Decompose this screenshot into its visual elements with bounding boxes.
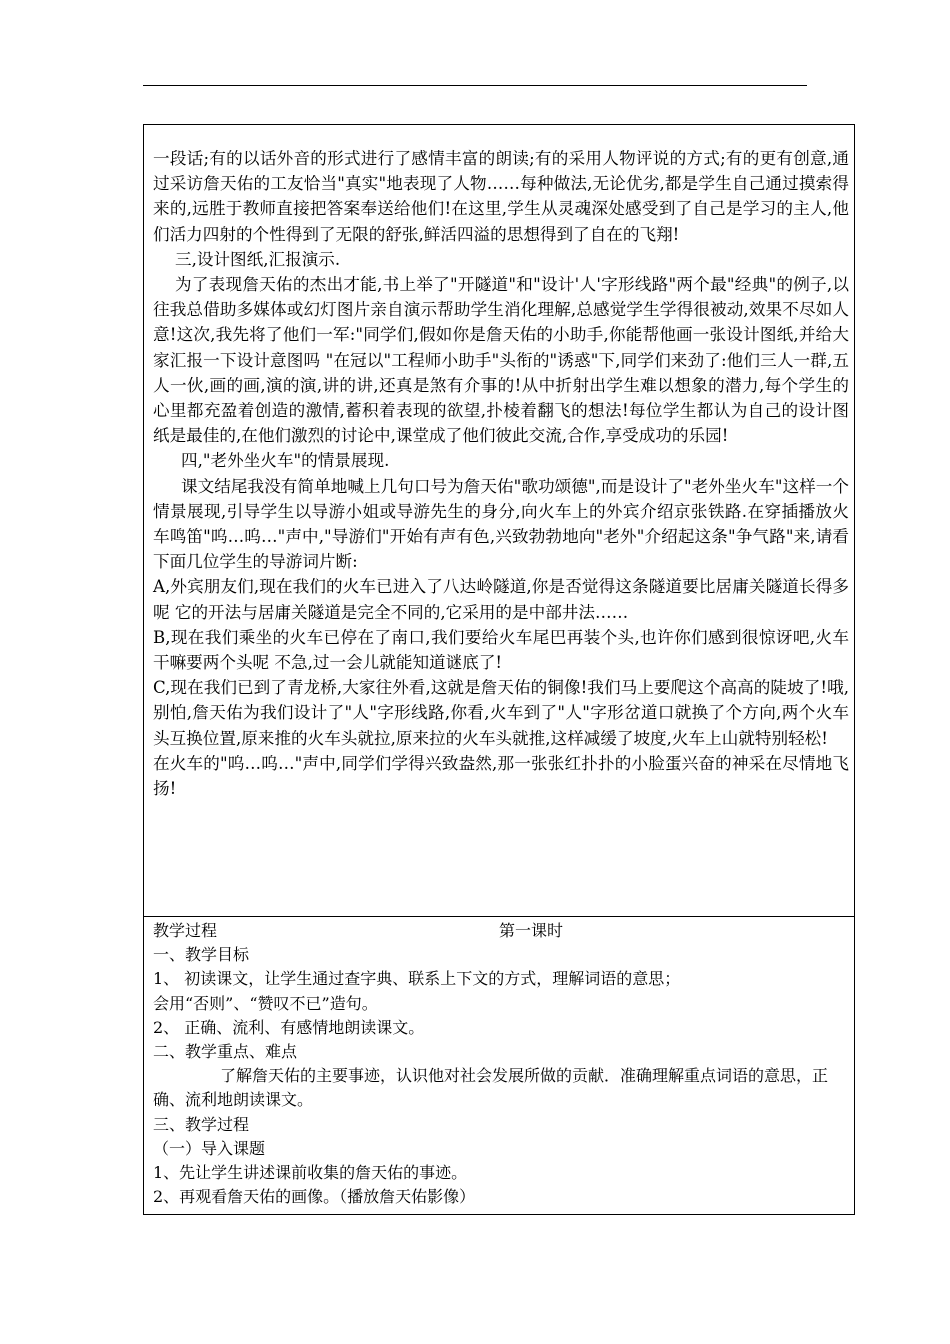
goal-item-continued: 会用“否则”、“赞叹不已”造句。 <box>153 993 378 1013</box>
section-heading: 二、教学重点、难点 <box>153 1042 298 1061</box>
section-heading: 三、教学过程 <box>153 1114 250 1134</box>
guide-script-b: B,现在我们乘坐的火车已停在了南口,我们要给火车尾巴再装个头,也许你们感到很惊讶吧,火车干嘛要两个头呢 不急,过一会儿就能知道谜底了! <box>153 627 849 673</box>
key-points-text: 了解詹天佑的主要事迹，认识他对社会发展所做的贡献．准确理解重点词语的意思，正确、流利地朗读课文。 <box>153 1066 829 1110</box>
reflection-paragraph: 一段话;有的以话外音的形式进行了感情丰富的朗读;有的采用人物评说的方式;有的更有创意,通过采访詹天佑的工友恰当"真实"地表现了人物……每种做法,无论优劣,都是学生自己通过摸索得来的,远胜于教师直接把答案奉送给他们!在这里,学生从灵魂深处感受到了自己是学习的主人,他们活力四射的个性得到了无限的舒张,鲜活四溢的思想得到了自在的飞翔! <box>153 149 849 244</box>
reflection-paragraph: 为了表现詹天佑的杰出才能,书上举了"开隧道"和"设计'人'字形线路"两个最"经典"的例子,以往我总借助多媒体或幻灯图片亲自演示帮助学生消化理解,总感觉学生学得很被动,效果不尽如人意!这次,我先将了他们一军:"同学们,假如你是詹天佑的小助手,你能帮他画一张设计图纸,并给大家汇报一下设计意图吗 "在冠以"工程师小助手"头衔的"诱惑"下,同学们来劲了:他们三人一群,五人一伙,画的画,演的演,讲的讲,还真是煞有介事的!从中折射出学生难以想象的潜力,每个学生的心里都充盈着创造的激情,蓄积着表现的欲望,扑棱着翻飞的想法!每位学生都认为自己的设计图纸是最佳的,在他们激烈的讨论中,课堂成了他们彼此交流,合作,享受成功的乐园! <box>153 275 849 446</box>
table-row-divider <box>143 916 855 917</box>
process-step: 1、先让学生讲述课前收集的詹天佑的事迹。 <box>153 1163 468 1183</box>
section-heading: 三,设计图纸,汇报演示. <box>175 249 341 269</box>
subsection-heading: （一）导入课题 <box>153 1138 266 1158</box>
lesson-header <box>153 919 849 943</box>
reflection-paragraph: 课文结尾我没有简单地喊上几句口号为詹天佑"歌功颂德",而是设计了"老外坐火车"这样一个情景展现,引导学生以导游小姐或导游先生的身分,向火车上的外宾介绍京张铁路.在穿插播放火车鸣笛"呜…呜…"声中,"导游们"开始有声有色,兴致勃勃地向"老外"介绍起这条"争气路"来,请看下面几位学生的导游词片断: <box>153 476 849 572</box>
goal-item: 1、 初读课文，让学生通过查字典、联系上下文的方式，理解词语的意思； <box>153 969 681 989</box>
row-label: 教学过程 <box>153 921 218 940</box>
reflection-paragraph: 在火车的"呜…呜…"声中,同学们学得兴致盎然,那一张张红扑扑的小脸蛋兴奋的神采在尽情地飞扬! <box>153 753 849 799</box>
process-step: 2、再观看詹天佑的画像。（播放詹天佑影像） <box>153 1187 476 1207</box>
reflection-cell <box>153 146 849 801</box>
section-heading: 一、教学目标 <box>153 945 250 965</box>
guide-script-c: C,现在我们已到了青龙桥,大家往外看,这就是詹天佑的铜像!我们马上要爬这个高高的陡坡了!哦,别怕,詹天佑为我们设计了"人"字形线路,你看,火车到了"人"字形岔道口就换了个方向,两个火车头互换位置,原来推的火车头就拉,原来拉的火车头就推,这样减缓了坡度,火车上山就特别轻松! <box>153 678 849 748</box>
guide-script-a: A,外宾朋友们,现在我们的火车已进入了八达岭隧道,你是否觉得这条隧道要比居庸关隧道长得多呢 它的开法与居庸关隧道是完全不同的,它采用的是中部井法…… <box>153 577 849 622</box>
lesson-plan-cell <box>153 919 849 1209</box>
header-rule <box>143 85 807 86</box>
section-heading: 四,"老外坐火车"的情景展现. <box>181 451 390 471</box>
goal-item: 2、 正确、流利、有感情地朗读课文。 <box>153 1017 425 1037</box>
lesson-period-title: 第一课时 <box>499 921 564 940</box>
